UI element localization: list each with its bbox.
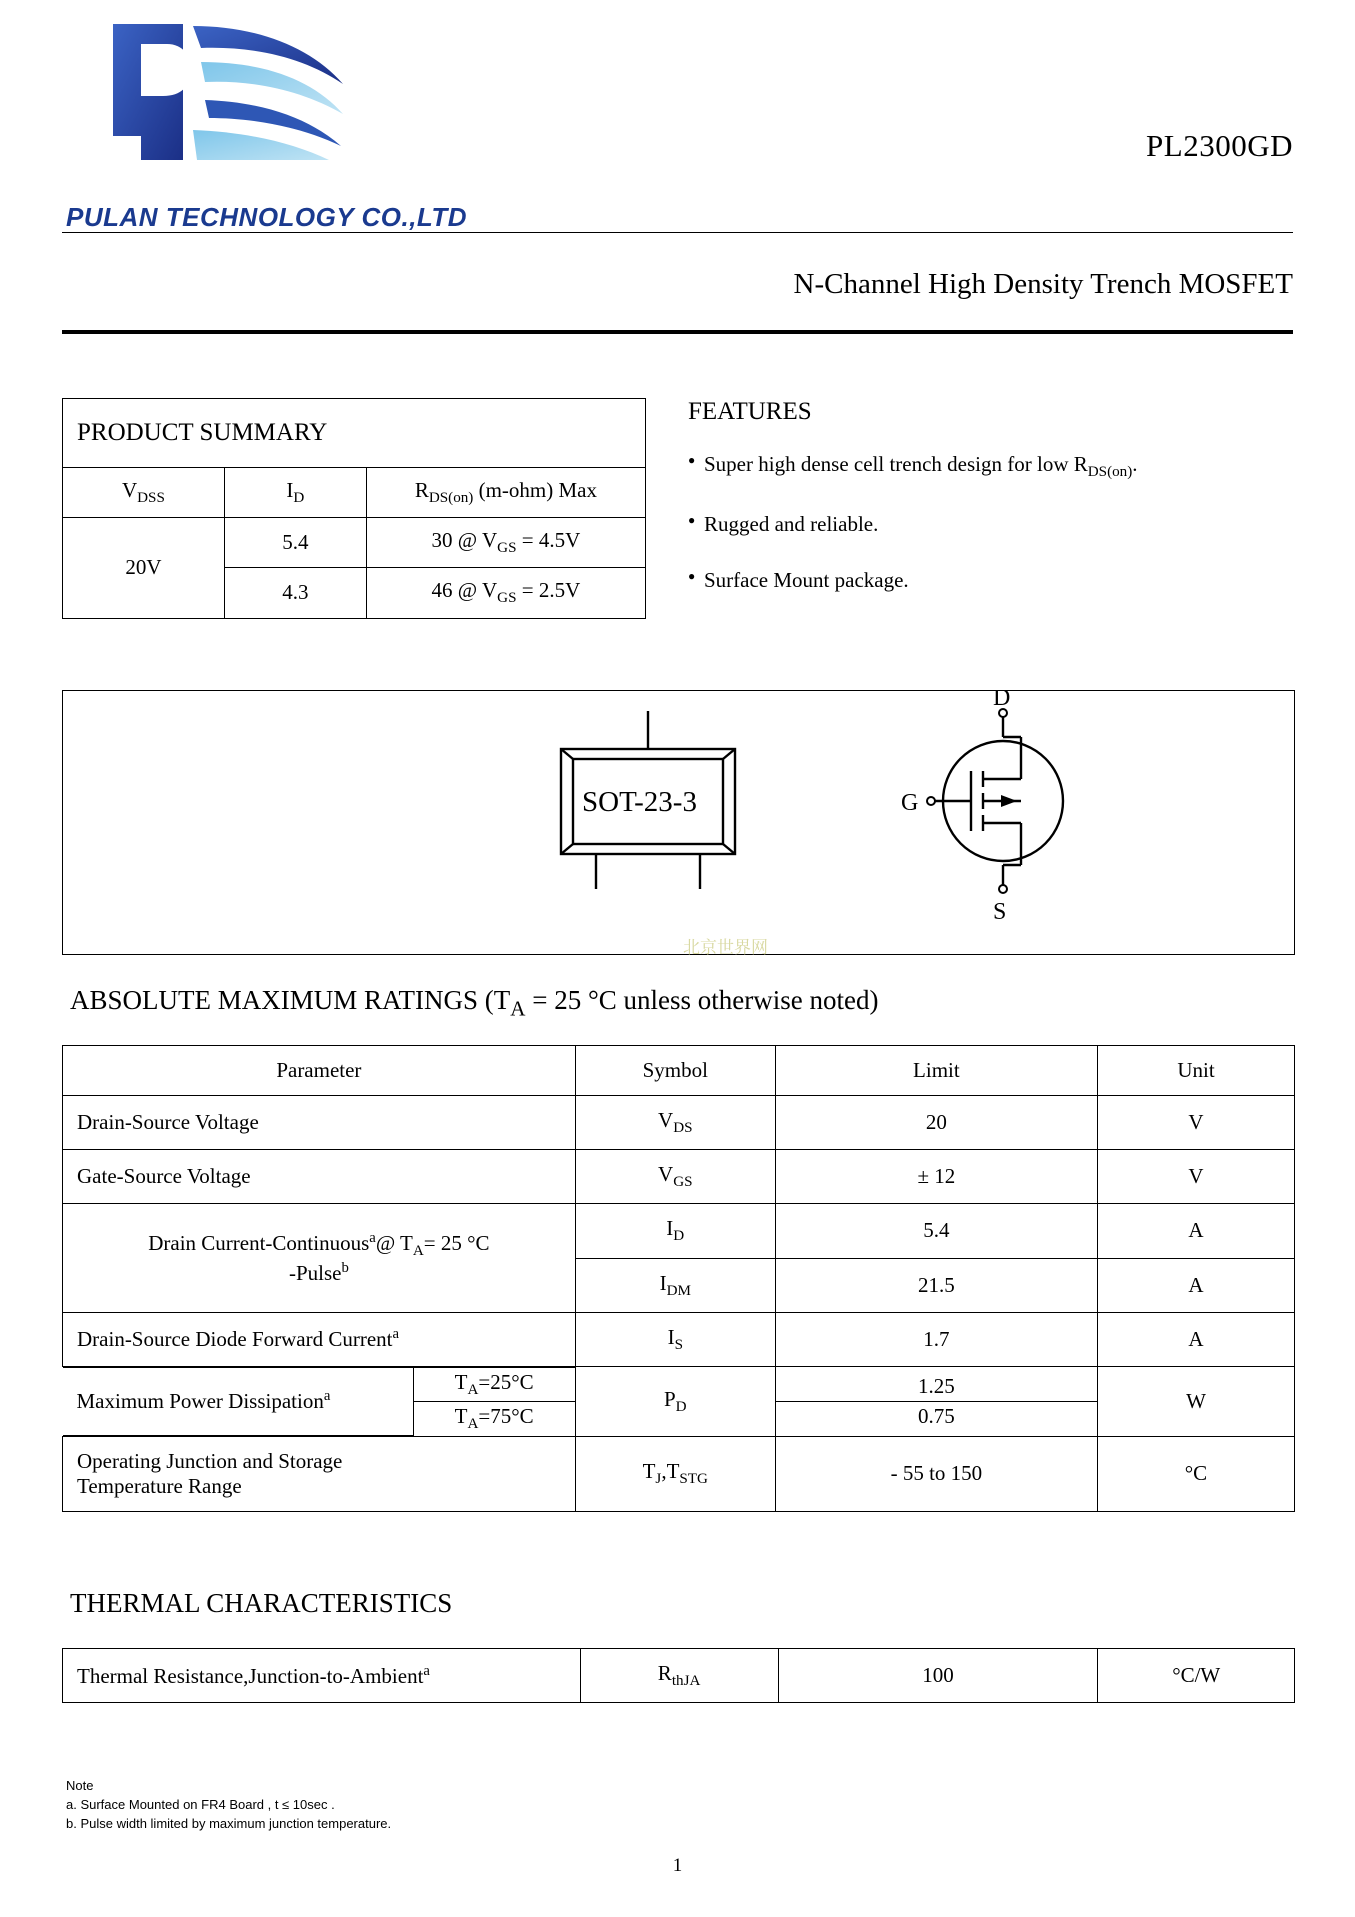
subscript-gs: GS xyxy=(497,590,517,607)
cell-symbol-is: $I_S$ xyxy=(575,1312,775,1366)
footnote-a: a xyxy=(392,1326,400,1343)
cell-limit-pd-25: 1.25 xyxy=(776,1372,1097,1402)
cell-unit-tj: °C xyxy=(1097,1436,1294,1511)
table-row xyxy=(63,1204,1295,1258)
col-header-limit: Limit xyxy=(775,1046,1097,1096)
cell-limit-id: 5.4 xyxy=(775,1204,1097,1258)
absolute-maximum-ratings-table xyxy=(62,1045,1295,1512)
cell-parameter-temp-range xyxy=(63,1436,576,1511)
company-name: PULAN TECHNOLOGY CO.,LTD xyxy=(66,202,468,232)
subscript-thja: thJA xyxy=(671,1673,701,1690)
subscript-dson: DS(on) xyxy=(428,490,474,507)
product-summary-title: PRODUCT SUMMARY xyxy=(63,399,646,468)
cell-limit-rthja: 100 xyxy=(778,1649,1098,1703)
cell-limit-vgs: ± 12 xyxy=(775,1150,1097,1204)
note-a: a. Surface Mounted on FR4 Board , t ≤ 10sec . xyxy=(66,1796,335,1812)
drain-current-line1: Drain Current-Continuous$^a$@ $T_A= 25$ °C xyxy=(148,1229,490,1260)
col-header-unit: Unit xyxy=(1097,1046,1294,1096)
table-row xyxy=(63,1436,1295,1511)
watermark-text: 北京世界网 xyxy=(683,938,768,957)
page-header xyxy=(0,0,1355,300)
table-row xyxy=(776,1372,1097,1402)
cell-parameter-vgs: Gate-Source Voltage xyxy=(63,1150,576,1204)
list-item: ● Super high dense cell trench design for low $R_{DS(on)}$. xyxy=(688,452,1308,481)
footnote-a: a xyxy=(423,1662,430,1679)
cell-parameter-drain-current xyxy=(63,1204,576,1312)
subscript-a: A xyxy=(412,1243,424,1260)
subscript-j: J xyxy=(655,1471,662,1488)
document-subtitle: N-Channel High Density Trench MOSFET xyxy=(793,268,1293,300)
temp-range-line2: Temperature Range xyxy=(77,1473,242,1498)
cell-symbol-pd: $P_D$ xyxy=(575,1366,775,1436)
list-item: ● Rugged and reliable. xyxy=(688,512,1308,537)
table-row xyxy=(63,518,646,568)
features-list xyxy=(688,452,1308,593)
col-header-parameter: Parameter xyxy=(63,1046,576,1096)
cell-unit-vds: V xyxy=(1097,1096,1294,1150)
cell-symbol-tj: $T_J,T_{STG}$ xyxy=(575,1436,775,1511)
product-summary-table xyxy=(62,398,646,619)
table-row xyxy=(776,1401,1097,1431)
cell-limit-tj: - 55 to 150 xyxy=(775,1436,1097,1511)
abs-max-title: ABSOLUTE MAXIMUM RATINGS ($T_A = 25$ °C unless otherwise noted) xyxy=(70,985,879,1021)
col-header-rdson: $R_{DS(on)}$ (m-ohm) Max xyxy=(366,468,645,518)
cell-rds-2: 46 @ $V_{GS} = 2.5V$ xyxy=(366,568,645,618)
footnote-a: a xyxy=(369,1229,376,1246)
cell-limit-pd-75: 0.75 xyxy=(918,1403,955,1428)
cell-symbol-vds: $V_{DS}$ xyxy=(575,1096,775,1150)
subscript-dm: DM xyxy=(666,1282,691,1299)
page-number: 1 xyxy=(672,1855,683,1876)
pulan-logo xyxy=(105,18,350,168)
pin-label-drain: D xyxy=(993,691,1011,711)
cell-parameter-vds: Drain-Source Voltage xyxy=(63,1096,576,1150)
cell-id-2: 4.3 xyxy=(224,568,366,618)
footnote-b: b xyxy=(341,1260,349,1277)
cell-pd-cond-25: $T_A=25^\circ C$ xyxy=(413,1367,575,1401)
features-block xyxy=(688,398,1308,624)
cell-id-1: 5.4 xyxy=(224,518,366,568)
subscript-gs: GS xyxy=(673,1174,693,1191)
notes-heading: Note xyxy=(66,1778,94,1793)
cell-limit-pd-wrapper xyxy=(775,1366,1097,1436)
pd-limits-subtable xyxy=(776,1372,1097,1431)
table-row xyxy=(63,1367,575,1401)
package-symbol-box xyxy=(62,690,1295,955)
subscript-d: D xyxy=(673,1228,685,1245)
thermal-title: THERMAL CHARACTERISTICS xyxy=(70,1588,453,1618)
subscript-stg: STG xyxy=(679,1471,708,1488)
power-dissipation-subtable xyxy=(63,1367,575,1436)
cell-vdss-value: 20V xyxy=(63,518,225,618)
part-number: PL2300GD xyxy=(1146,128,1293,163)
cell-parameter-rthja: Thermal Resistance,Junction-to-Ambient$^a$ xyxy=(63,1649,581,1703)
cell-limit-is: 1.7 xyxy=(775,1312,1097,1366)
header-rule-thin xyxy=(62,232,1293,233)
cell-unit-rthja: °C/W xyxy=(1098,1649,1295,1703)
cell-symbol-rthja: $R_{thJA}$ xyxy=(580,1649,778,1703)
cell-unit-idm: A xyxy=(1097,1258,1294,1312)
table-row xyxy=(63,1312,1295,1366)
thermal-characteristics-table xyxy=(62,1648,1295,1703)
cell-unit-vgs: V xyxy=(1097,1150,1294,1204)
package-label: SOT-23-3 xyxy=(582,786,697,818)
gate-terminal xyxy=(927,797,935,805)
cell-symbol-vgs: $V_{GS}$ xyxy=(575,1150,775,1204)
subscript-dss: DSS xyxy=(137,490,165,507)
cell-parameter-pd-wrapper xyxy=(63,1366,576,1436)
source-terminal xyxy=(999,885,1007,893)
cell-rds-1: 30 @ $V_{GS} = 4.5V$ xyxy=(366,518,645,568)
table-row xyxy=(63,1150,1295,1204)
table-row xyxy=(63,468,646,518)
cell-limit-vds: 20 xyxy=(775,1096,1097,1150)
cell-parameter-is: Drain-Source Diode Forward Current$^a$ xyxy=(63,1312,576,1366)
subscript-a: A xyxy=(467,1382,479,1399)
pin-label-gate: G xyxy=(901,790,919,816)
cell-unit-pd: W xyxy=(1097,1366,1294,1436)
table-row xyxy=(63,399,646,468)
col-header-symbol: Symbol xyxy=(575,1046,775,1096)
subscript-d: D xyxy=(675,1398,687,1415)
subscript-a: A xyxy=(510,996,526,1021)
cell-pd-cond-75: $T_A=75^\circ C$ xyxy=(413,1402,575,1436)
col-header-id: $I_D$ xyxy=(224,468,366,518)
cell-limit-idm: 21.5 xyxy=(775,1258,1097,1312)
subscript-s: S xyxy=(674,1336,683,1353)
table-row xyxy=(63,1046,1295,1096)
cell-unit-is: A xyxy=(1097,1312,1294,1366)
notes-block xyxy=(66,1777,391,1834)
temp-range-line1: Operating Junction and Storage xyxy=(77,1448,343,1473)
subscript-a: A xyxy=(467,1416,479,1433)
header-rule-thick xyxy=(62,330,1293,334)
body-diode-arrow xyxy=(1001,795,1017,807)
cell-unit-id: A xyxy=(1097,1204,1294,1258)
drain-current-line2: -Pulse$^b$ xyxy=(288,1260,349,1286)
features-title: FEATURES xyxy=(688,398,812,425)
cell-parameter-pd: Maximum Power Dissipation$^a$ xyxy=(63,1367,414,1435)
subscript-d: D xyxy=(293,490,305,507)
subscript-gs: GS xyxy=(497,540,517,557)
subscript-ds: DS xyxy=(673,1120,693,1137)
list-item: ● Surface Mount package. xyxy=(688,568,1308,593)
table-row xyxy=(63,1649,1295,1703)
col-header-vdss: $V_{DSS}$ xyxy=(63,468,225,518)
note-b: b. Pulse width limited by maximum junction temperature. xyxy=(66,1815,392,1831)
package-diagram xyxy=(63,691,1294,954)
cell-symbol-id: $I_D$ xyxy=(575,1204,775,1258)
subscript-dson: DS(on) xyxy=(1087,464,1133,481)
table-row xyxy=(63,1096,1295,1150)
pin-label-source: S xyxy=(993,899,1007,925)
table-row xyxy=(63,1366,1295,1436)
cell-symbol-idm: $I_{DM}$ xyxy=(575,1258,775,1312)
footnote-a: a xyxy=(323,1388,331,1405)
